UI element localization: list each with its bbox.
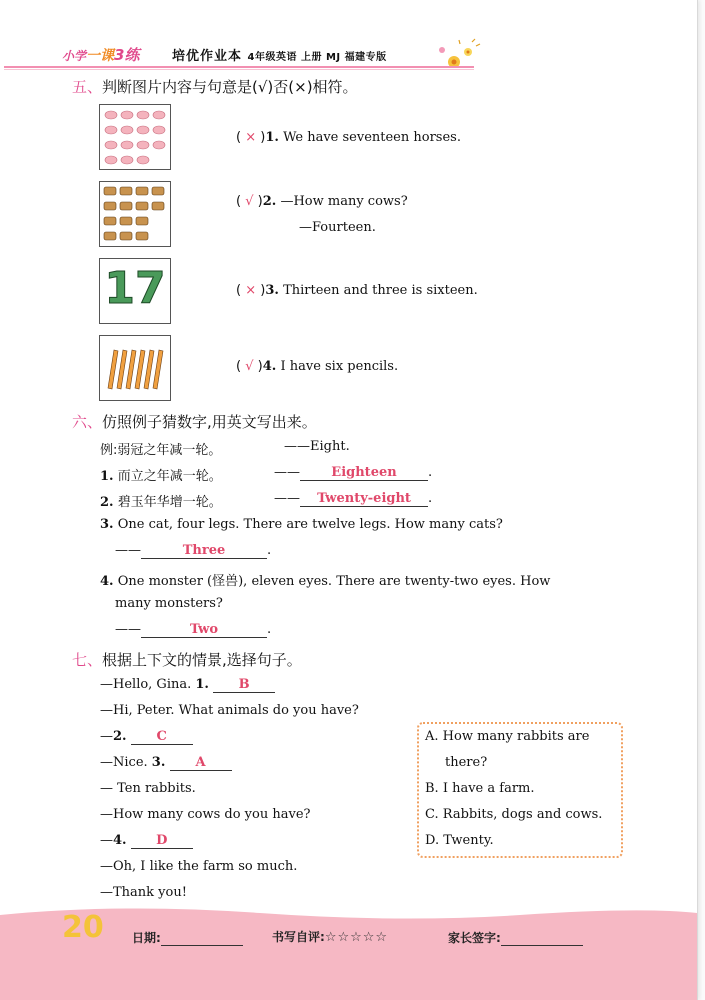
s6-question-2: 2. 碧玉年华增一轮。 xyxy=(100,495,222,510)
s6-answer-1: Eighteen xyxy=(300,466,428,481)
s5-answer-mark: √ xyxy=(245,194,254,209)
brand-logo: 小学一课3练 xyxy=(62,46,140,64)
number-17-glyph: 17 xyxy=(104,263,166,314)
s6-answer-2: Twenty-eight xyxy=(300,492,428,507)
s6-example-answer: ——Eight. xyxy=(284,439,350,454)
dialogue-line-2: —Hi, Peter. What animals do you have? xyxy=(100,703,359,718)
dialogue-line-9: —Thank you! xyxy=(100,885,187,900)
footer-band xyxy=(0,905,697,1000)
s5-question-3: ( × )3. Thirteen and three is sixteen. xyxy=(236,283,478,298)
header-divider xyxy=(4,66,474,68)
dialogue-line-6: —How many cows do you have? xyxy=(100,807,311,822)
choice-b: B. I have a farm. xyxy=(425,781,535,796)
s7-answer-3: A xyxy=(170,756,232,771)
s7-answer-1: B xyxy=(213,678,275,693)
choice-c: C. Rabbits, dogs and cows. xyxy=(425,807,603,822)
cows-icon xyxy=(100,182,170,246)
s5-answer-mark: × xyxy=(245,283,257,298)
pigs-icon xyxy=(100,105,170,169)
s6-answer-2-line: —— Twenty-eight . xyxy=(274,491,433,506)
pencils-picture xyxy=(99,335,171,401)
s6-question-4: 4. One monster (怪兽), eleven eyes. There are twenty-two eyes. How xyxy=(100,574,551,589)
dialogue-line-4: —Nice. 3. A xyxy=(100,755,232,771)
rating-stars: ☆☆☆☆☆ xyxy=(324,930,389,945)
s5-question-2: ( √ )2. —How many cows? xyxy=(236,194,408,209)
section-5-title: 五、判断图片内容与句意是(√)否(×)相符。 xyxy=(72,78,358,96)
book-subtitle: 4年级英语 上册 MJ 福建专版 xyxy=(247,52,387,63)
dialogue-line-7: —4. D xyxy=(100,833,193,849)
pencils-icon xyxy=(100,336,170,400)
section-7-title: 七、根据上下文的情景,选择句子。 xyxy=(72,651,302,669)
choice-a: A. How many rabbits are xyxy=(425,729,590,744)
s7-answer-4: D xyxy=(131,834,193,849)
s6-answer-4-line: —— Two . xyxy=(115,622,272,637)
s5-answer-mark: √ xyxy=(245,359,254,374)
cows-picture xyxy=(99,181,171,247)
s5-question-2-reply: —Fourteen. xyxy=(299,220,376,235)
s7-answer-2: C xyxy=(131,730,193,745)
dialogue-line-3: —2. C xyxy=(100,729,193,745)
s5-answer-mark: × xyxy=(245,130,257,145)
number-picture xyxy=(99,258,171,324)
page-header xyxy=(62,38,492,68)
book-title: 培优作业本 4年级英语 上册 MJ 福建专版 xyxy=(172,49,387,64)
page-number: 20 xyxy=(62,910,104,945)
s6-answer-1-line: —— Eighteen . xyxy=(274,465,433,480)
choice-a-cont: there? xyxy=(445,755,488,770)
header-divider-light xyxy=(4,69,474,70)
s6-answer-4: Two xyxy=(141,623,267,638)
dialogue-line-1: —Hello, Gina. 1. B xyxy=(100,677,275,693)
date-field: 日期: xyxy=(132,929,243,946)
s6-answer-3: Three xyxy=(141,544,267,559)
dialogue-line-5: — Ten rabbits. xyxy=(100,781,196,796)
s6-question-4-cont: many monsters? xyxy=(115,596,223,611)
self-evaluation: 书写自评:☆☆☆☆☆ xyxy=(272,930,389,945)
s6-example: 例:弱冠之年减一轮。 xyxy=(100,443,222,458)
s5-question-4: ( √ )4. I have six pencils. xyxy=(236,359,399,374)
dialogue-line-8: —Oh, I like the farm so much. xyxy=(100,859,298,874)
s6-question-1: 1. 而立之年减一轮。 xyxy=(100,469,222,484)
choice-d: D. Twenty. xyxy=(425,833,494,848)
s5-question-1: ( × )1. We have seventeen horses. xyxy=(236,130,461,145)
pigs-picture xyxy=(99,104,171,170)
parent-signature-field: 家长签字: xyxy=(448,929,583,946)
section-6-title: 六、仿照例子猜数字,用英文写出来。 xyxy=(72,413,317,431)
s6-answer-3-line: —— Three . xyxy=(115,543,272,558)
s6-question-3: 3. One cat, four legs. There are twelve legs. How many cats? xyxy=(100,517,503,532)
